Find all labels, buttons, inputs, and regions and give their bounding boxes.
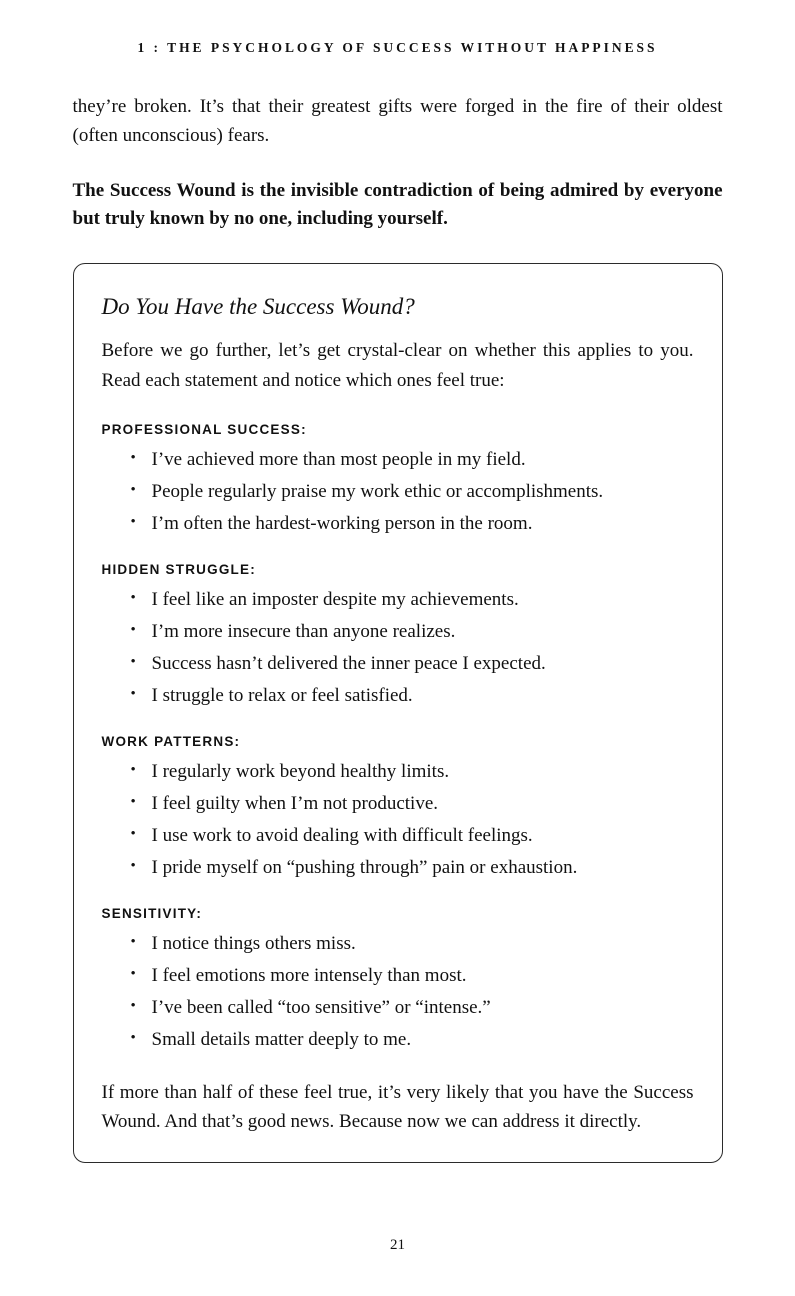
checklist-section [102,905,694,1052]
checklist-item: • I use work to avoid dealing with difficult feelings. [131,823,694,848]
page-content [73,0,723,1163]
emphasis-paragraph: The Success Wound is the invisible contradiction of being admired by everyone but truly known by no one, including yourself. [72,180,723,229]
checklist-item: • I’ve achieved more than most people in my field. [131,447,694,472]
checklist-item: • I struggle to relax or feel satisfied. [131,683,694,708]
checklist-item: • People regularly praise my work ethic or accomplishments. [131,479,694,504]
checklist-item: • I’m more insecure than anyone realizes. [131,619,694,644]
section-label: WORK PATTERNS: [101,734,241,749]
checklist [102,587,694,708]
checklist-item: • I feel like an imposter despite my achievements. [131,587,694,612]
checklist-item: • Small details matter deeply to me. [131,1027,694,1052]
checklist-item: • I notice things others miss. [131,931,694,956]
section-label: SENSITIVITY: [101,906,203,921]
checklist [102,447,694,536]
checklist-item: • I’m often the hardest-working person in the room. [131,511,694,536]
checklist-item: • I pride myself on “pushing through” pain or exhaustion. [131,855,694,880]
checklist-item: • I feel emotions more intensely than most. [131,963,694,988]
section-label: HIDDEN STRUGGLE: [101,562,256,577]
chapter-running-header: 1 : THE PSYCHOLOGY OF SUCCESS WITHOUT HAPPINESS [137,40,658,55]
checklist-section [102,421,694,536]
checklist-section [102,733,694,880]
page-number: 21 [390,1237,405,1253]
checklist-section [102,561,694,708]
success-wound-checklist-box [73,263,723,1163]
box-intro-paragraph: Before we go further, let’s get crystal-clear on whether this applies to you. Read each statement and notice which ones feel true: [101,340,694,391]
box-title: Do You Have the Success Wound? [101,294,415,319]
section-label: PROFESSIONAL SUCCESS: [101,422,307,437]
checklist-item: • I’ve been called “too sensitive” or “intense.” [131,995,694,1020]
checklist [102,759,694,880]
checklist-item: • Success hasn’t delivered the inner peace I expected. [131,651,694,676]
checklist-item: • I feel guilty when I’m not productive. [131,791,694,816]
checklist-item: • I regularly work beyond healthy limits. [131,759,694,784]
checklist [102,931,694,1052]
checklist-sections [102,421,694,1052]
box-closing-paragraph: If more than half of these feel true, it’s very likely that you have the Success Wound. And that’s good news. Because now we can address it directly. [101,1082,694,1132]
body-paragraph: they’re broken. It’s that their greatest gifts were forged in the fire of their oldest (often unconscious) fears. [72,96,723,146]
